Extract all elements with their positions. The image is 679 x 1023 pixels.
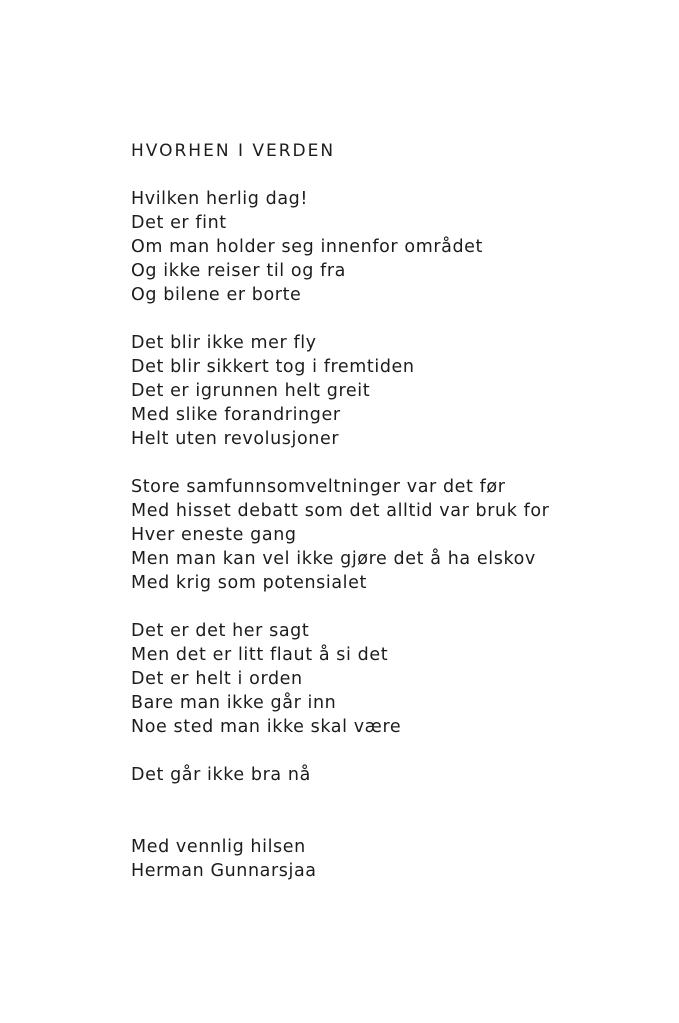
poem-line: Med slike forandringer (131, 405, 341, 425)
stanza-4 (131, 619, 639, 739)
poem-line: Og ikke reiser til og fra (131, 261, 346, 281)
poem-line: Hver eneste gang (131, 525, 297, 545)
poem-final-line: Det går ikke bra nå (131, 765, 311, 785)
poem-line: Med krig som potensialet (131, 573, 367, 593)
poem-line: Men det er litt flaut å si det (131, 645, 389, 665)
poem-line: Det er det her sagt (131, 621, 310, 641)
poem-line: Det er helt i orden (131, 669, 303, 689)
poem-line: Helt uten revolusjoner (131, 429, 340, 449)
stanza-1 (131, 187, 639, 307)
closing-salutation: Med vennlig hilsen (131, 837, 306, 857)
poem-line: Store samfunnsomveltninger var det før (131, 477, 506, 497)
poem-line: Bare man ikke går inn (131, 693, 337, 713)
poem-line: Med hisset debatt som det alltid var bruk for (131, 501, 550, 521)
poem-line: Men man kan vel ikke gjøre det å ha elskov (131, 549, 536, 569)
poem-line: Det blir sikkert tog i fremtiden (131, 357, 415, 377)
poem-line: Det blir ikke mer fly (131, 333, 317, 353)
poem-line: Noe sted man ikke skal være (131, 717, 402, 737)
author-name: Herman Gunnarsjaa (131, 861, 317, 881)
signature-block (131, 835, 639, 883)
poem-line: Det er igrunnen helt greit (131, 381, 371, 401)
stanza-2 (131, 331, 639, 451)
poem-line: Og bilene er borte (131, 285, 302, 305)
poem-line: Om man holder seg innenfor området (131, 237, 483, 257)
poem-title: HVORHEN I VERDEN (131, 141, 336, 161)
stanza-3 (131, 475, 639, 595)
poem-line: Hvilken herlig dag! (131, 189, 308, 209)
poem-line: Det er fint (131, 213, 227, 233)
